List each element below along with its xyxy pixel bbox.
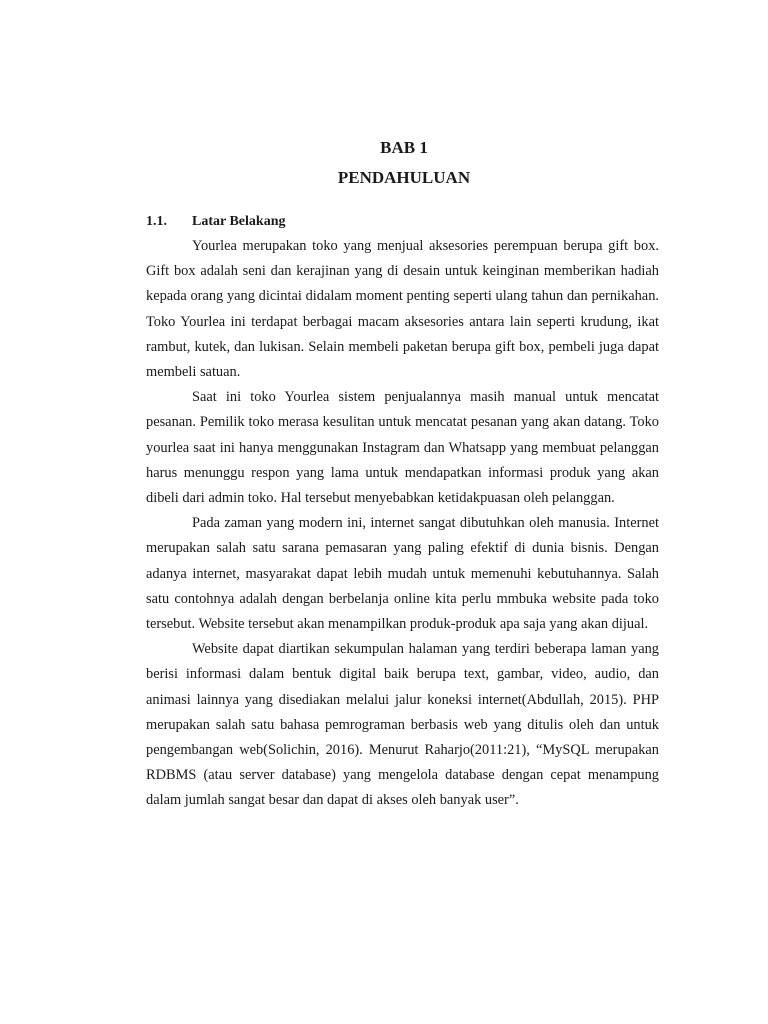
paragraph: Yourlea merupakan toko yang menjual aksesories perempuan berupa gift box. Gift box adalah seni dan kerajinan yang di desain untuk keinginan memberikan hadiah kepada orang yang dicintai didalam moment penting seperti ulang tahun dan pernikahan. Toko Yourlea ini terdapat berbagai macam aksesories antara lain seperti krudung, ikat rambut, kutek, dan lukisan. Selain membeli paketan berupa gift box, pembeli juga dapat membeli satuan. — [146, 238, 659, 381]
section-heading — [146, 212, 285, 232]
body-text — [146, 234, 659, 814]
paragraph: Saat ini toko Yourlea sistem penjualannya masih manual untuk mencatat pesanan. Pemilik toko merasa kesulitan untuk mencatat pesanan yang akan datang. Toko yourlea saat ini hanya menggunakan Instagram dan Whatsapp yang membuat pelanggan harus menunggu respon yang lama untuk mendapatkan informasi produk yang akan dibeli dari admin toko. Hal tersebut menyebabkan ketidakpuasan oleh pelanggan. — [146, 389, 659, 507]
chapter-number: BAB 1 — [380, 138, 428, 157]
section-number: 1.1. — [146, 214, 167, 229]
chapter-title: PENDAHULUAN — [337, 168, 471, 187]
paragraph: Website dapat diartikan sekumpulan halaman yang terdiri beberapa laman yang berisi informasi dalam bentuk digital baik berupa text, gambar, video, audio, dan animasi lainnya yang disediakan melalui jalur koneksi internet(Abdullah, 2015). PHP merupakan salah satu bahasa pemrograman berbasis web yang ditulis oleh dan untuk pengembangan web(Solichin, 2016). Menurut Raharjo(2011:21), “MySQL merupakan RDBMS (atau server database) yang mengelola database dengan cepat menampung dalam jumlah sangat besar dan dapat di akses oleh banyak user”. — [146, 641, 659, 809]
paragraph: Pada zaman yang modern ini, internet sangat dibutuhkan oleh manusia. Internet merupakan salah satu sarana pemasaran yang paling efektif di dunia bisnis. Dengan adanya internet, masyarakat dapat lebih mudah untuk memenuhi kebutuhannya. Salah satu contohnya adalah dengan berbelanja online kita perlu mmbuka website pada toko tersebut. Website tersebut akan menampilkan produk-produk apa saja yang akan dijual. — [146, 515, 659, 633]
section-title: Latar Belakang — [192, 214, 286, 229]
